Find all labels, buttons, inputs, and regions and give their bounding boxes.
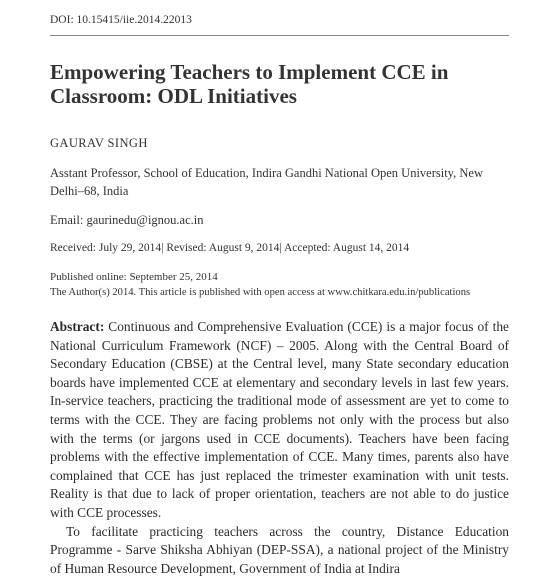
author-name: GAURAV SINGH (50, 136, 148, 150)
license-note: The Author(s) 2014. This article is published with open access at www.chitkara.edu.in/publications (50, 287, 471, 298)
abstract-text: Continuous and Comprehensive Evaluation (CCE) is a major focus of the National Curriculum Framework (NCF) – 2005. Along with the Central Board of Secondary Education (CBSE) at the Central level, many State secondary education boards have implemented CCE at elementary and secondary levels in last few years. In-service teachers, practicing the traditional mode of assessment are yet to come to terms with the CCE. They are facing problems not only with the process but also with the terms (or jargons used in CCE documents). Teachers have been facing problems with the effective implementation of CCE. Many times, parents also have complained that CCE has just replaced the trimester examination with unit tests. Reality is that due to lack of proper orientation, teachers are not able to do justice with CCE processes. (50, 319, 509, 520)
header-rule (50, 35, 509, 36)
doi-line: DOI: 10.15415/iie.2014.22013 (50, 14, 192, 26)
author-email: Email: gaurinedu@ignou.ac.in (50, 213, 204, 227)
body-text (50, 318, 509, 578)
submission-dates: Received: July 29, 2014| Revised: August 9, 2014| Accepted: August 14, 2014 (50, 242, 410, 254)
author-affiliation: Asstant Professor, School of Education, Indira Gandhi National Open University, New Delhi–68, India (50, 166, 483, 198)
abstract-paragraph (50, 318, 509, 523)
published-online: Published online: September 25, 2014 (50, 271, 218, 283)
intro-paragraph: To facilitate practicing teachers across the country, Distance Education Programme - Sarve Shiksha Abhiyan (DEP-SSA), a national project of the Ministry of Human Resource Development, Government of India at Indira (50, 523, 509, 576)
abstract-label: Abstract: (50, 319, 105, 334)
paper-title: Empowering Teachers to Implement CCE in Classroom: ODL Initiatives (50, 60, 449, 108)
